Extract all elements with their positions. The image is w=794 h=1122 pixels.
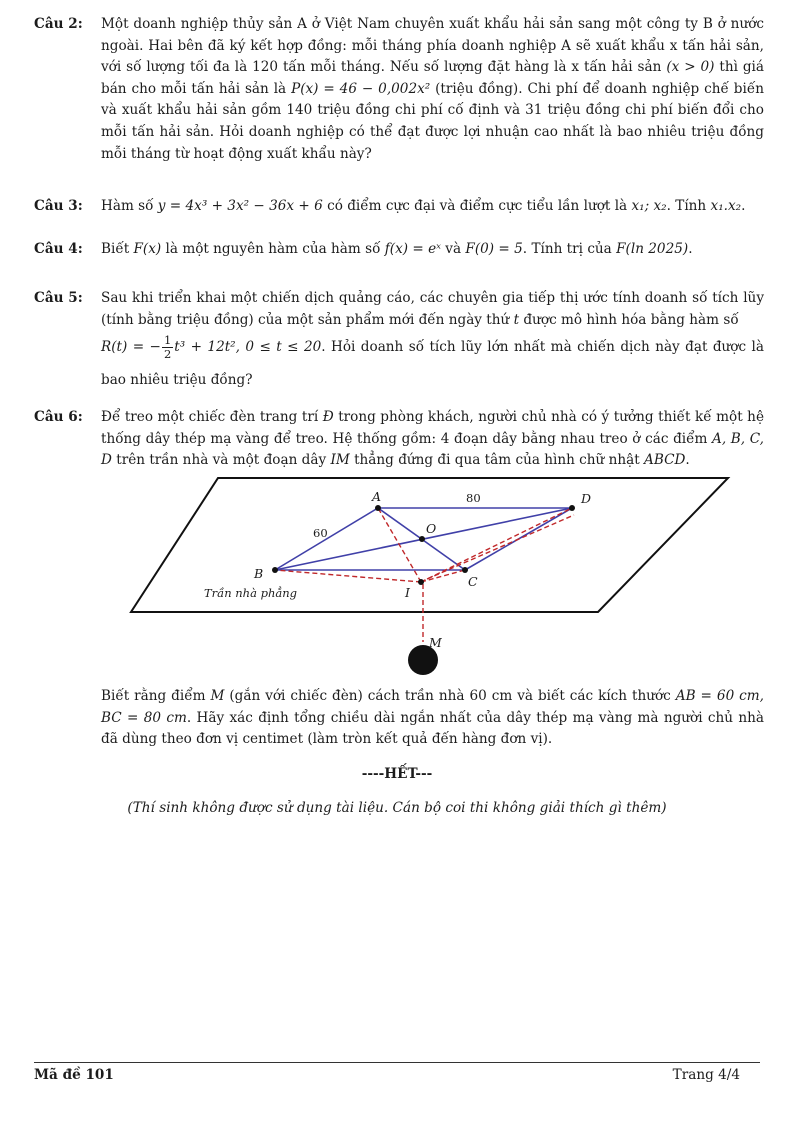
label-A: A <box>372 489 382 504</box>
question-label: Câu 6: <box>34 409 83 425</box>
question-text: Để treo một chiếc đèn trang trí <box>101 409 319 425</box>
wire-ID-parallel <box>427 515 574 579</box>
question-text: . Hãy xác định tổng chiều dài ngắn nhất của dây thép mạ vàng mà người chủ nhà đã dùng theo đơn vị centimet (làm tròn kết quả đến hàng đơn vị). <box>101 709 764 748</box>
product-expression: x₁.x₂ <box>710 198 742 214</box>
length-label-AB: 60 <box>313 526 328 540</box>
label-B: B <box>254 566 264 581</box>
lamp-symbol: Đ <box>322 409 334 425</box>
question-text: . <box>741 198 746 214</box>
antiderivative: F(x) <box>133 241 162 257</box>
fraction-denominator: 2 <box>163 347 172 362</box>
question-label: Câu 5: <box>34 290 83 306</box>
question-text: trong phòng khách, người chủ nhà có ý tưởng thiết kế một hệ thống dây thép mạ vàng để treo. Hệ thống gồm: 4 đoạn dây bằng nhau treo ở các điểm <box>101 409 764 447</box>
rectangle-name: ABCD <box>644 452 686 469</box>
question-text: được mô hình hóa bằng hàm số <box>523 311 739 328</box>
price-formula: P(x) = 46 − 0,002x² <box>291 80 431 97</box>
point-C <box>462 567 468 573</box>
page-number: Trang 4/4 <box>672 1067 740 1083</box>
extremum-points: x₁; x₂ <box>631 198 667 214</box>
point-B <box>272 567 278 573</box>
question-text: Một doanh nghiệp thủy sản A ở Việt Nam chuyên xuất khẩu hải sản sang một công ty B ở nước ngoài. Hai bên đã ký kết hợp đồng: mỗi tháng phía doanh nghiệp A sẽ xuất khẩu x tấn hải sản, với số lượng tối đa là 120 tấn mỗi tháng. Nếu số lượng đặt hàng là x tấn hải sản <box>101 16 764 76</box>
exam-note: (Thí sinh không được sử dụng tài liệu. Cán bộ coi thi không giải thích gì thêm) <box>127 800 667 816</box>
point-A <box>375 505 381 511</box>
point-M-ref: M <box>210 688 225 704</box>
question-text: . Tính trị của <box>522 241 612 257</box>
target-expression: F(ln 2025) <box>616 241 689 257</box>
question-text: và <box>445 241 462 257</box>
condition: (x > 0) <box>666 59 715 76</box>
question-6-continued <box>34 686 764 751</box>
question-text: (triệu đồng). Chi phí để doanh nghiệp chế biến và xuất khẩu hải sản gồm 140 triệu đồng chi phí cố định và 31 triệu đồng chi phí biến đổi cho mỗi tấn hải sản. Hỏi doanh nghiệp có thể đạt được lợi nhuận cao nhất là bao nhiêu triệu đồng mỗi tháng từ hoạt động xuất khẩu này? <box>101 80 764 162</box>
question-text: có điểm cực đại và điểm cực tiểu lần lượt là <box>327 198 628 214</box>
hanging-points: A, B, C, D <box>101 430 764 469</box>
question-label: Câu 4: <box>34 241 83 257</box>
question-text: . <box>685 452 690 469</box>
function-formula: y = 4x³ + 3x² − 36x + 6 <box>157 198 323 214</box>
label-D: D <box>581 491 592 506</box>
function-formula: f(x) = eˣ <box>384 241 441 257</box>
question-text: . Hỏi doanh số tích lũy lớn nhất mà chiến dịch này đạt được là bao nhiêu triệu đồng? <box>101 339 764 389</box>
length-label-AD: 80 <box>466 491 481 505</box>
question-text: Biết rằng điểm <box>101 688 206 704</box>
question-3 <box>34 196 764 218</box>
label-M: M <box>429 635 442 650</box>
question-6 <box>34 407 764 472</box>
label-I: I <box>405 585 410 600</box>
question-text: thẳng đứng đi qua tâm của hình chữ nhật <box>354 452 640 469</box>
dimensions: AB = 60 cm, BC = 80 cm <box>101 688 765 726</box>
exam-code: Mã đề 101 <box>34 1067 114 1083</box>
wire-IA <box>378 508 421 582</box>
point-I <box>418 579 424 585</box>
question-text: Sau khi triển khai một chiến dịch quảng cáo, các chuyên gia tiếp thị ước tính doanh số tích lũy (tính bằng triệu đồng) của một sản phẩm mới đến ngày thứ <box>101 290 764 328</box>
wire-IB <box>275 570 421 582</box>
question-text: Hàm số <box>101 198 154 214</box>
footer-divider <box>34 1062 760 1063</box>
question-4 <box>34 239 764 261</box>
question-text: là một nguyên hàm của hàm số <box>165 241 381 257</box>
question-text: Biết <box>101 241 130 257</box>
question-2 <box>34 14 764 165</box>
fraction <box>162 334 173 361</box>
question-text: (gắn với chiếc đèn) cách trần nhà 60 cm và biết các kích thước <box>229 688 671 704</box>
segment-IM: IM <box>330 452 350 469</box>
question-label: Câu 2: <box>34 16 83 32</box>
ceiling-lamp-diagram <box>128 475 738 685</box>
question-label: Câu 3: <box>34 198 83 214</box>
question-text: thì giá bán cho mỗi tấn hải sản là <box>101 59 765 97</box>
revenue-formula-suffix: t³ + 12t², 0 ≤ t ≤ 20 <box>174 339 322 356</box>
label-O: O <box>426 521 437 536</box>
point-D <box>569 505 575 511</box>
question-text: . Tính <box>666 198 707 214</box>
variable-t: t <box>513 311 520 328</box>
revenue-formula-prefix: R(t) = − <box>101 339 161 356</box>
question-text: . <box>688 241 693 257</box>
question-5 <box>34 288 764 397</box>
question-text: trên trần nhà và một đoạn dây <box>116 452 327 469</box>
fraction-numerator: 1 <box>163 333 172 348</box>
label-C: C <box>468 574 478 589</box>
ceiling-label: Trần nhà phẳng <box>204 586 297 600</box>
initial-condition: F(0) = 5 <box>465 241 523 257</box>
wire-ID <box>421 508 572 582</box>
end-marker: ----HẾT--- <box>361 766 433 782</box>
point-O <box>419 536 425 542</box>
